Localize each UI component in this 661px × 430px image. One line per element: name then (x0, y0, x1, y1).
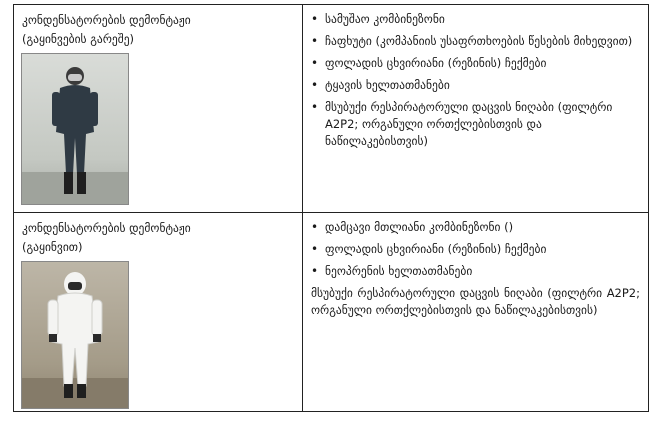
list-item: • ფოლადის ცხვირიანი (რეზინის) ჩექმები (311, 242, 547, 256)
list-item: • ნეოპრენის ხელთათმანები (311, 264, 473, 278)
list-item: • მსუბუქი რესპირატორული დაცვის ნიღაბი (ფილტრი A2P2; ორგანული ორთქლებისთვის და ნაწილაკებისთვის) (311, 100, 613, 148)
row2-title-line1: კონდენსატორების დემონტაჟი (22, 221, 191, 235)
worker-white-suit-photo (21, 261, 129, 409)
list-item: • ჩაფხუტი (კომპანიის უსაფრთხოების წესების მიხედვით) (311, 34, 633, 48)
worker-dark-coverall-photo (21, 53, 129, 205)
list-item: • სამუშაო კომბინეზონი (311, 12, 445, 26)
ppe-table (13, 4, 649, 412)
row1-ppe-cell (303, 5, 648, 212)
row1-activity-cell (14, 5, 302, 212)
row1-title-line2: (გაყინვების გარეშე) (22, 32, 135, 46)
row2-title-line2: (გაყინვით) (22, 240, 83, 254)
row2-ppe-list (311, 219, 640, 280)
row1-ppe-list (311, 11, 640, 150)
list-item: • ტყავის ხელთათმანები (311, 78, 450, 92)
row2-ppe-cell (303, 213, 648, 411)
row1-title-line1: კონდენსატორების დემონტაჟი (22, 13, 191, 27)
list-item: • დამცავი მთლიანი კომბინეზონი () (311, 220, 514, 234)
row2-activity-cell (14, 213, 302, 411)
row2-respirator-paragraph: მსუბუქი რესპირატორული დაცვის ნიღაბი (ფილტრი A2P2; ორგანული ორთქლებისთვის და ნაწილაკებისთვის) (311, 286, 640, 317)
list-item: • ფოლადის ცხვირიანი (რეზინის) ჩექმები (311, 56, 547, 70)
